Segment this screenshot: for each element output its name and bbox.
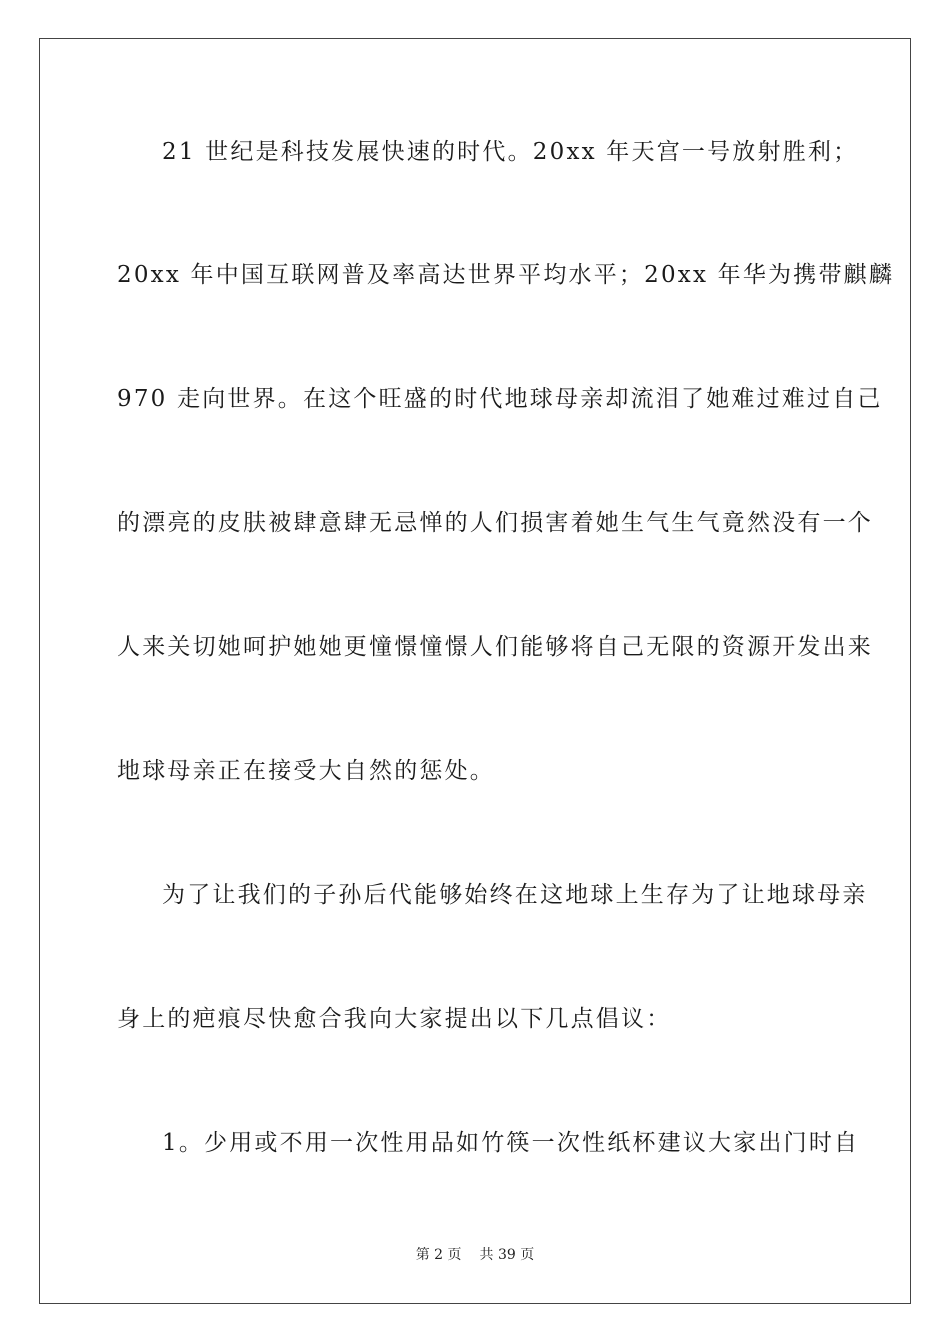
page-footer xyxy=(0,1245,950,1265)
paragraph-line-6: 地球母亲正在接受大自然的惩处。 xyxy=(117,758,495,784)
paragraph-line-8: 身上的疤痕尽快愈合我向大家提出以下几点倡议： xyxy=(117,1006,672,1032)
paragraph-line-2: 20xx 年中国互联网普及率高达世界平均水平；20xx 年华为携带麒麟 xyxy=(117,262,895,288)
paragraph-line-5: 人来关切她呵护她她更憧憬憧憬人们能够将自己无限的资源开发出来 xyxy=(117,634,873,660)
paragraph-line-3: 970 走向世界。在这个旺盛的时代地球母亲却流泪了她难过难过自己 xyxy=(117,386,883,412)
paragraph-line-4: 的漂亮的皮肤被肆意肆无忌惮的人们损害着她生气生气竟然没有一个 xyxy=(117,510,873,536)
paragraph-line-7: 为了让我们的子孙后代能够始终在这地球上生存为了让地球母亲 xyxy=(162,882,868,908)
page-frame xyxy=(39,38,911,1304)
paragraph-line-1: 21 世纪是科技发展快速的时代。20xx 年天宫一号放射胜利； xyxy=(162,139,859,165)
paragraph-line-9: 1。少用或不用一次性用品如竹筷一次性纸杯建议大家出门时自 xyxy=(162,1130,860,1156)
page-number-total: 共 39 页 xyxy=(479,1247,535,1263)
page-number-current: 第 2 页 xyxy=(415,1247,462,1263)
